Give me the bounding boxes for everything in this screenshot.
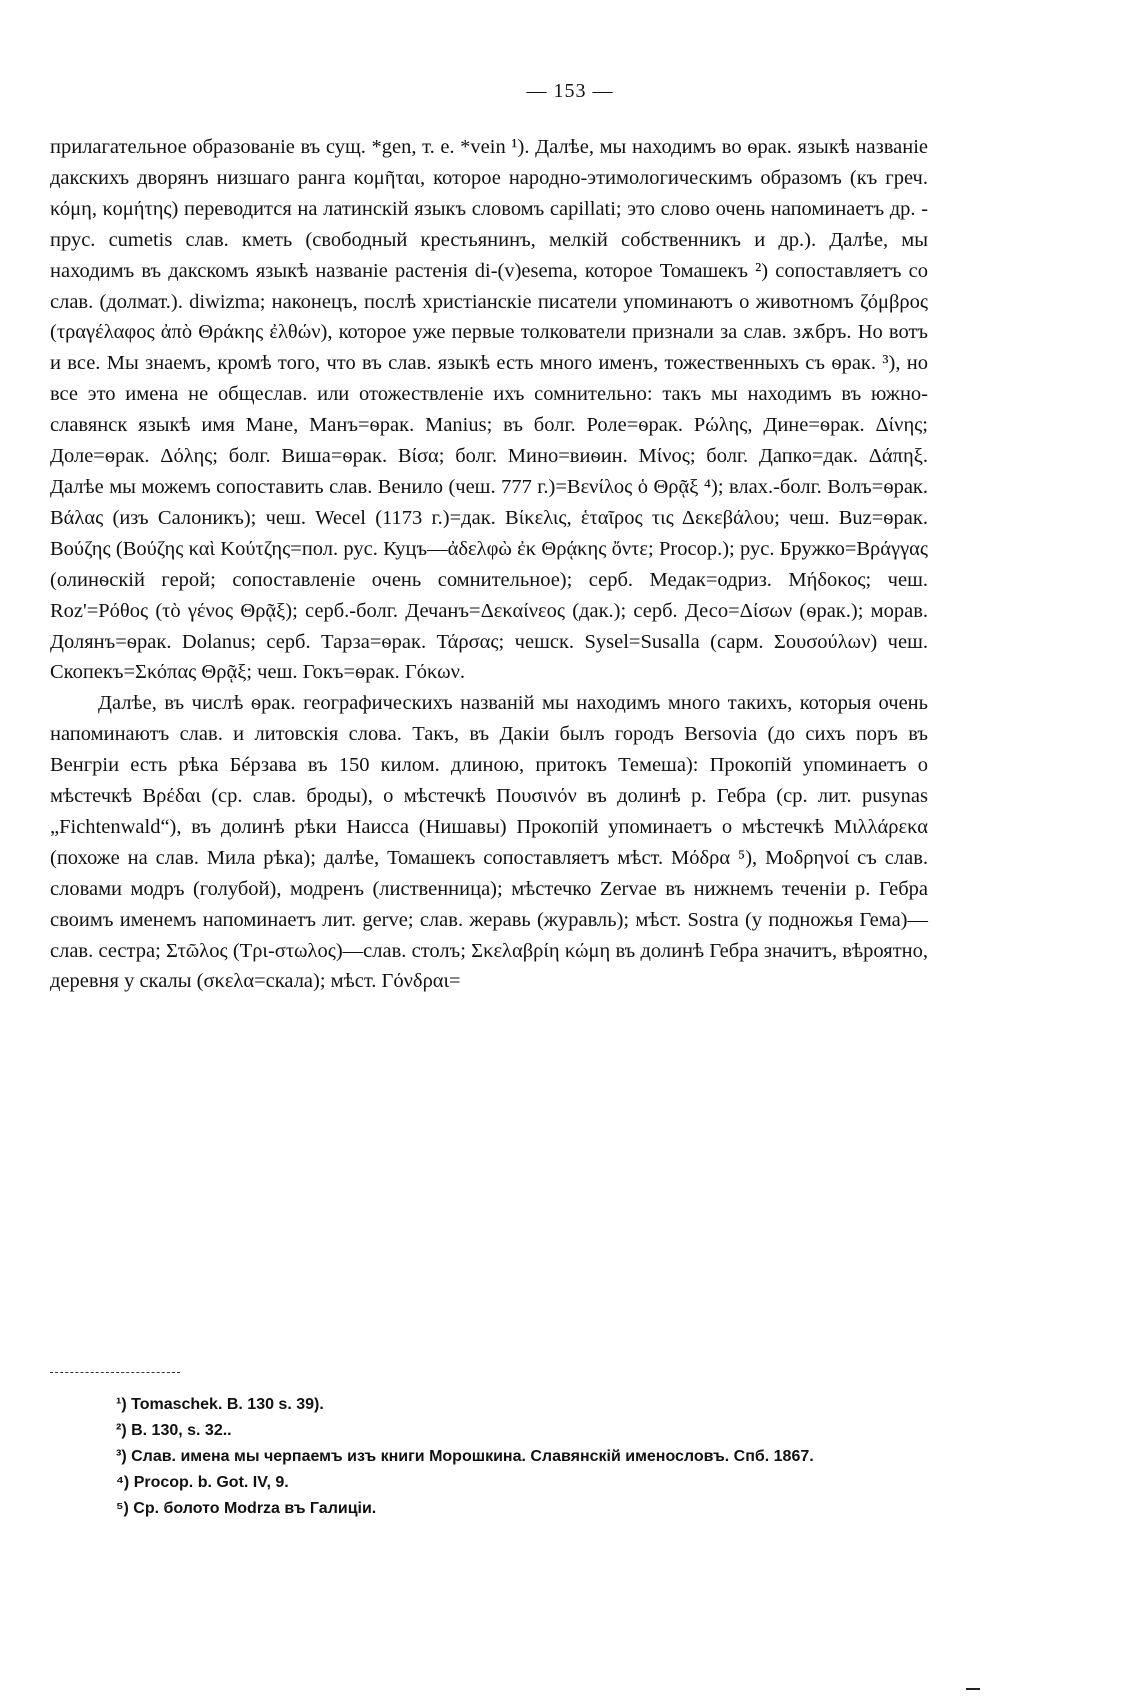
footnote-2: ²) B. 130, s. 32.. <box>116 1422 232 1439</box>
footnote-separator <box>50 1372 180 1373</box>
scan-mark <box>966 1688 980 1690</box>
paragraph-1: прилагательное образованіе въ сущ. *gen, т. е. *vein ¹). Далѣе, мы находимъ во ѳрак. языкѣ названіе дакскихъ дворянъ низшаго ранга κομῆται, которое народно-этимологическимъ образомъ (къ греч. κόμη, κομήτης) переводится на латинскій языкъ словомъ capillati; это слово очень напоминаетъ др. - прус. cumetis слав. кметь (свободный крестьянинъ, мелкій собственникъ и др.). Далѣе, мы находимъ въ дакскомъ языкѣ названіе растенія di-(v)esema, которое Томашекъ ²) сопоставляетъ со слав. (долмат.). diwizma; наконецъ, послѣ христіанскіе писатели упоминаютъ о животномъ ζόμβρος (τραγέλαφος ἀπὸ Θράκης ἐλθών), которое уже первые толкователи признали за слав. зѫбръ. Но вотъ и все. Мы знаемъ, кромѣ того, что въ слав. языкѣ есть много именъ, тожественныхъ съ ѳрак. ³), но все это имена не общеслав. или отожествленіе ихъ сомнительно: такъ мы находимъ въ южно-славянск языкѣ имя Мане, Манъ=ѳрак. Manius; въ болг. Роле=ѳрак. Ρώλης, Дине=ѳрак. Δίνης; Доле=ѳрак. Δόλης; болг. Виша=ѳрак. Βίσα; болг. Мино=виѳин. Μίνος; болг. Дапко=дак. Δάπηξ. Далѣе мы можемъ сопоставить слав. Венило (чеш. 777 г.)=Βενίλος ὁ Θρᾷξ ⁴); влах.-болг. Волъ=ѳрак. Βάλας (изъ Салоникъ); чеш. Wecel (1173 г.)=дак. Βίκελις, ἑταῖρος τις Δεκεβάλου; чеш. Buz=ѳрак. Βούζης (Βούζης καὶ Κούτζης=пол. рус. Куцъ—ἀδελφὼ ἐκ Θρᾴκης ὄντε; Procop.); рус. Бружко=Βράγγας (олинѳскій герой; сопоставленіе очень сомнительное); серб. Медак=одриз. Μήδοκος; чеш. Roz'=Ρόθος (τὸ γένος Θρᾷξ); серб.-болг. Дечанъ=Δεκαίνεος (дак.); серб. Десо=Δίσων (ѳрак.); морав. Долянъ=ѳрак. Dolanus; серб. Тарза=ѳрак. Τάρσας; чешск. Sysel=Susalla (сарм. Σουσούλων) чеш. Скопекъ=Σκόπας Θρᾷξ; чеш. Гокъ=ѳрак. Γόκων. <box>50 136 928 684</box>
page-number: — 153 — <box>526 80 614 102</box>
main-text <box>50 132 928 997</box>
footnote-4: ⁴) Procop. b. Got. IV, 9. <box>116 1474 289 1491</box>
paragraph-2: Далѣе, въ числѣ ѳрак. географическихъ названій мы находимъ много такихъ, которыя очень напоминаютъ слав. и литовскія слова. Такъ, въ Дакіи былъ городъ Bersovia (до сихъ поръ въ Венгріи есть рѣка Бéрзава въ 150 килом. длиною, притокъ Темеша): Прокопій упоминаетъ о мѣстечкѣ Βρέδαι (ср. слав. броды), о мѣстечкѣ Πουσινόν въ долинѣ р. Гебра (ср. лит. pusynas „Fichtenwald“), въ долинѣ рѣки Наисса (Нишавы) Прокопій упоминаетъ о мѣстечкѣ Μιλλάρεκα (похоже на слав. Мила рѣка); далѣе, Томашекъ сопоставляетъ мѣст. Μόδρα ⁵), Μοδρηνοί съ слав. словами модръ (голубой), модренъ (лиственница); мѣстечко Zervae въ нижнемъ теченіи р. Гебра своимъ именемъ напоминаетъ лит. gerve; слав. жеравь (журавль); мѣст. Sostra (у подножья Гема)—слав. сестра; Στῶλος (Τρι-στωλος)—слав. столъ; Σκελαβρίη κώμη въ долинѣ Гебра значитъ, вѣроятно, деревня у скалы (σκελα=скала); мѣст. Γόνδραι= <box>50 692 928 993</box>
footnote-5: ⁵) Ср. болото Modrza въ Галиціи. <box>116 1500 377 1517</box>
footnote-3: ³) Слав. имена мы черпаемъ изъ книги Морошкина. Славянскій именословъ. Спб. 1867. <box>116 1448 814 1465</box>
footnotes <box>50 1392 928 1522</box>
footnote-1: ¹) Tomaschek. B. 130 s. 39). <box>116 1396 324 1413</box>
